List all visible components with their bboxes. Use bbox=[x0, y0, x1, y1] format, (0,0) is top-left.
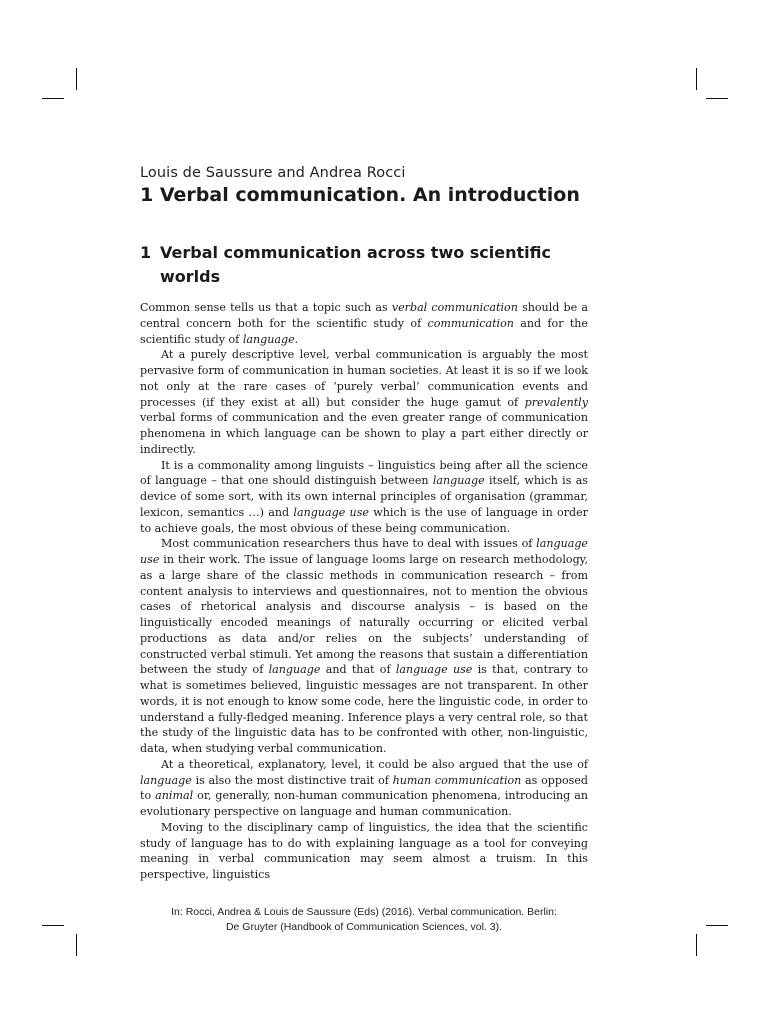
crop-mark-bottom-left-horizontal bbox=[42, 925, 64, 926]
text-run: Common sense tells us that a topic such as bbox=[140, 301, 392, 314]
section-title: Verbal communication across two scientific worlds bbox=[160, 243, 551, 286]
text-run: and for the scientific study of bbox=[140, 316, 588, 346]
italic-term: language bbox=[242, 332, 295, 346]
crop-mark-bottom-right-horizontal bbox=[706, 925, 728, 926]
text-run: It is a commonality among linguists – linguistics being after all the science of language – that one should distinguish between bbox=[140, 458, 588, 488]
chapter-title bbox=[140, 184, 580, 206]
text-run: itself, which is as device of some sort, with its own internal principles of organisation (grammar, lexicon, semantics …) and bbox=[140, 474, 588, 519]
text-run: as opposed to bbox=[140, 773, 588, 803]
body-paragraph bbox=[140, 757, 588, 820]
crop-mark-top-left-vertical bbox=[76, 68, 77, 90]
text-run: At a purely descriptive level, verbal communication is arguably the most pervasive form of communication in human societies. At least it is so if we look not only at the rare cases of ‘purely verbal’ communication events and processes (if they exist at all) but consider the huge gamut of bbox=[140, 348, 588, 409]
italic-term: animal bbox=[155, 789, 194, 803]
text-run: and that of bbox=[320, 663, 396, 677]
body-paragraph bbox=[140, 820, 588, 883]
body-text bbox=[140, 300, 588, 883]
italic-term: language use bbox=[293, 505, 369, 519]
italic-term: language use bbox=[140, 537, 588, 566]
body-paragraph bbox=[140, 536, 588, 757]
chapter-title-text: Verbal communication. An introduction bbox=[159, 184, 580, 206]
section-number: 1 bbox=[140, 243, 152, 262]
text-run: At a theoretical, explanatory, level, it could be also argued that the use of bbox=[161, 757, 588, 771]
text-run: should be a central concern both for the scientific study of bbox=[140, 301, 588, 330]
text-run: Most communication researchers thus have to deal with issues of bbox=[161, 537, 537, 551]
italic-term: verbal communication bbox=[391, 301, 518, 314]
citation-footer bbox=[140, 905, 588, 935]
italic-term: prevalently bbox=[524, 395, 588, 409]
text-run: . bbox=[294, 332, 299, 346]
text-run: which is the use of language in order to achieve goals, the most obvious of these being communication. bbox=[140, 505, 588, 535]
crop-mark-bottom-right-vertical bbox=[696, 934, 697, 956]
italic-term: language use bbox=[395, 663, 473, 677]
crop-mark-top-left-horizontal bbox=[42, 98, 64, 99]
italic-term: communication bbox=[427, 316, 514, 330]
text-run: in their work. The issue of language looms large on research methodology, as a large share of the classic methods in communication research – from content analysis to interviews and questionnaires, not to mention the obvious cases of rhetorical analysis and discourse analysis – is based on the linguistically encoded meanings of naturally occurring or elicited verbal productions as data and/or relies on the subjects’ understanding of constructed verbal stimuli. Yet among the reasons that sustain a differentiation between the study of bbox=[140, 553, 588, 677]
italic-term: language bbox=[268, 663, 321, 677]
chapter-authors: Louis de Saussure and Andrea Rocci bbox=[140, 165, 406, 181]
citation-line-1: In: Rocci, Andrea & Louis de Saussure (Eds) (2016). Verbal communication. Berlin: bbox=[171, 906, 557, 918]
crop-mark-bottom-left-vertical bbox=[76, 934, 77, 956]
italic-term: language bbox=[432, 474, 485, 488]
italic-term: human communication bbox=[392, 773, 522, 787]
crop-mark-top-right-vertical bbox=[696, 68, 697, 90]
chapter-number: 1 bbox=[140, 184, 154, 206]
text-run: is also the most distinctive trait of bbox=[191, 773, 393, 787]
body-paragraph bbox=[140, 347, 588, 457]
body-paragraph bbox=[140, 458, 588, 537]
text-run: verbal forms of communication and the even greater range of communication phenomena in which language can be shown to play a part either directly or indirectly. bbox=[140, 411, 588, 456]
body-paragraph bbox=[140, 300, 588, 347]
italic-term: language bbox=[140, 773, 192, 787]
text-run: Moving to the disciplinary camp of linguistics, the idea that the scientific study of language has to do with explaining language as a tool for conveying meaning in verbal communication may seem almost a truism. In this perspective, linguistics bbox=[140, 820, 588, 881]
citation-line-2: De Gruyter (Handbook of Communication Sciences, vol. 3). bbox=[225, 921, 503, 933]
section-heading bbox=[140, 241, 580, 289]
text-run: is that, contrary to what is sometimes believed, linguistic messages are not transparent. In other words, it is not enough to know some code, here the linguistic code, in order to understand a fully-fledged meaning. Inference plays a very central role, so that the study of the linguistic data has to be confronted with other, non-linguistic, data, when studying verbal communication. bbox=[140, 663, 588, 755]
text-run: or, generally, non-human communication phenomena, introducing an evolutionary perspective on language and human communication. bbox=[140, 789, 588, 818]
crop-mark-top-right-horizontal bbox=[706, 98, 728, 99]
